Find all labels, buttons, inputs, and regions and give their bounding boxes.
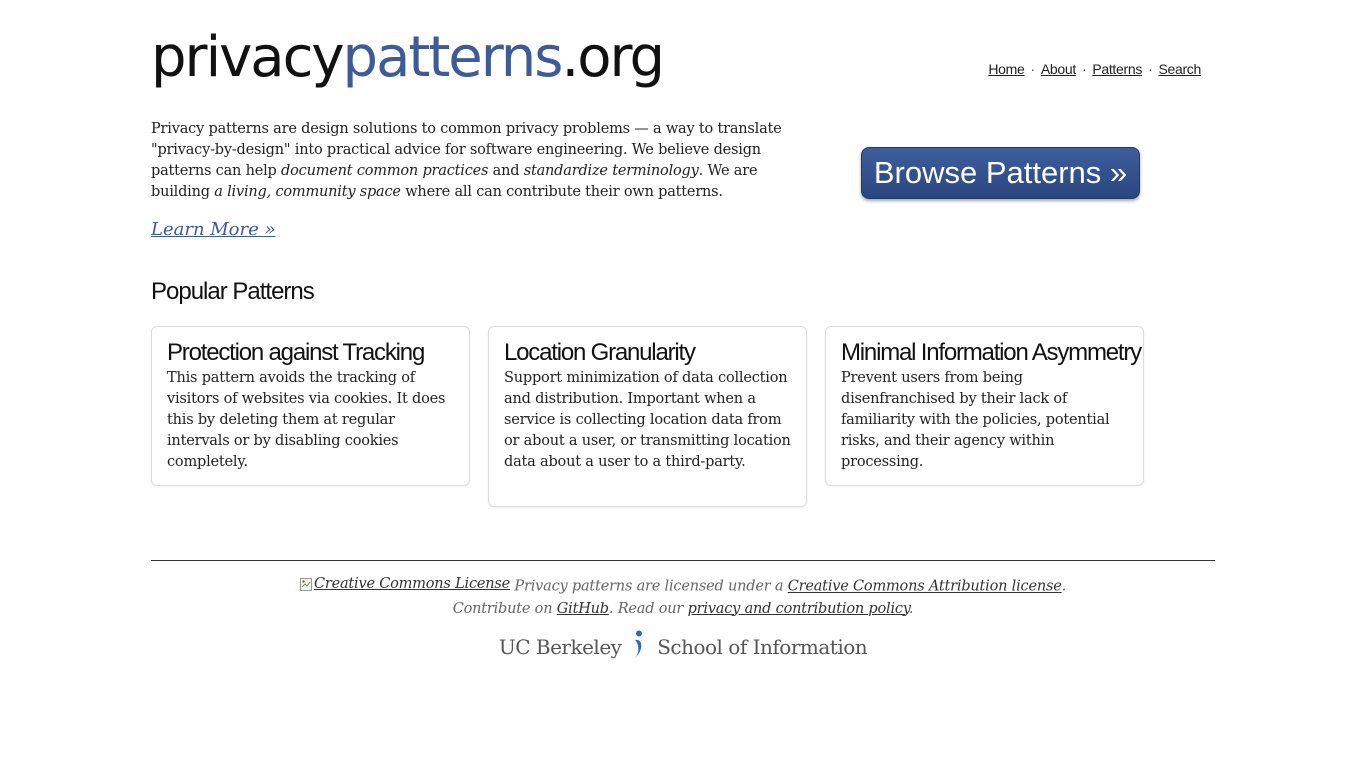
footer-text-segment: . (908, 600, 914, 617)
cc-attribution-link[interactable]: Creative Commons Attribution license (787, 578, 1062, 595)
intro-text: . We are building (151, 163, 758, 200)
footer-text-segment: . (1061, 578, 1067, 595)
nav-about[interactable]: About (1040, 61, 1076, 77)
broken-image-icon (300, 578, 312, 591)
berkeley-left-text: UC Berkeley (498, 635, 622, 659)
berkeley-right-text: School of Information (657, 635, 868, 659)
intro-emphasis: standardize terminology (523, 163, 699, 179)
nav-separator: · (1081, 61, 1087, 77)
pattern-card-description: Prevent users from being disenfranchised by their lack of familiarity with the policies, potential risks, and their agency within processing. (841, 370, 1110, 470)
pattern-card-title[interactable]: Minimal Information Asymmetry (841, 339, 1141, 366)
cc-license-alt-text: Creative Commons License (313, 576, 511, 592)
footer-text-segment: Privacy patterns are licensed under a (510, 578, 788, 595)
contribute-line (151, 598, 1215, 620)
policy-link[interactable]: privacy and contribution policy (687, 600, 909, 617)
nav-patterns[interactable]: Patterns (1092, 61, 1143, 77)
logo-part-org: .org (561, 25, 664, 90)
intro-text: and (488, 163, 524, 179)
footer-text (151, 573, 1215, 620)
uc-berkeley-ischool-logo[interactable] (151, 630, 1215, 660)
learn-more-link[interactable]: Learn More » (151, 219, 276, 240)
nav-home[interactable]: Home (988, 61, 1025, 77)
license-line (151, 573, 1215, 598)
footer-divider (151, 560, 1215, 561)
logo-part-patterns: patterns (342, 25, 562, 90)
intro-emphasis: a living, community space (214, 184, 401, 200)
logo-part-privacy: privacy (151, 25, 343, 90)
pattern-card-title[interactable]: Location Granularity (504, 339, 695, 366)
nav-separator: · (1148, 61, 1153, 77)
pattern-card-description: Support minimization of data collection and distribution. Important when a service is collecting location data from or about a user, or transmitting location data about a user to a third-party. (504, 370, 791, 470)
pattern-card-description: This pattern avoids the tracking of visitors of websites via cookies. It does this by deleting them at regular intervals or by disabling cookies completely. (167, 370, 446, 470)
intro-emphasis: document common practices (281, 163, 489, 179)
top-nav (988, 61, 1201, 77)
pattern-card-title[interactable]: Protection against Tracking (167, 339, 425, 366)
footer-text-segment: . Read our (608, 600, 688, 617)
intro-paragraph (151, 119, 791, 203)
pattern-card[interactable] (825, 326, 1144, 486)
pattern-card[interactable] (151, 326, 470, 486)
cc-license-image-link[interactable] (300, 573, 510, 595)
popular-patterns-heading: Popular Patterns (151, 278, 314, 305)
nav-separator: · (1030, 61, 1035, 77)
browse-patterns-button[interactable]: Browse Patterns » (861, 147, 1140, 199)
footer-text-segment: Contribute on (452, 600, 557, 617)
github-link[interactable]: GitHub (556, 600, 609, 617)
ischool-logo-icon (632, 630, 646, 660)
intro-text: Privacy patterns are design solutions to common privacy problems — a way to translate "privacy-by-design" into practical advice for software engineering. We believe design patterns can help (151, 121, 782, 179)
intro-text: where all can contribute their own patterns. (400, 184, 723, 200)
pattern-card[interactable] (488, 326, 807, 507)
site-logo[interactable] (151, 22, 663, 94)
nav-search[interactable]: Search (1158, 61, 1201, 77)
